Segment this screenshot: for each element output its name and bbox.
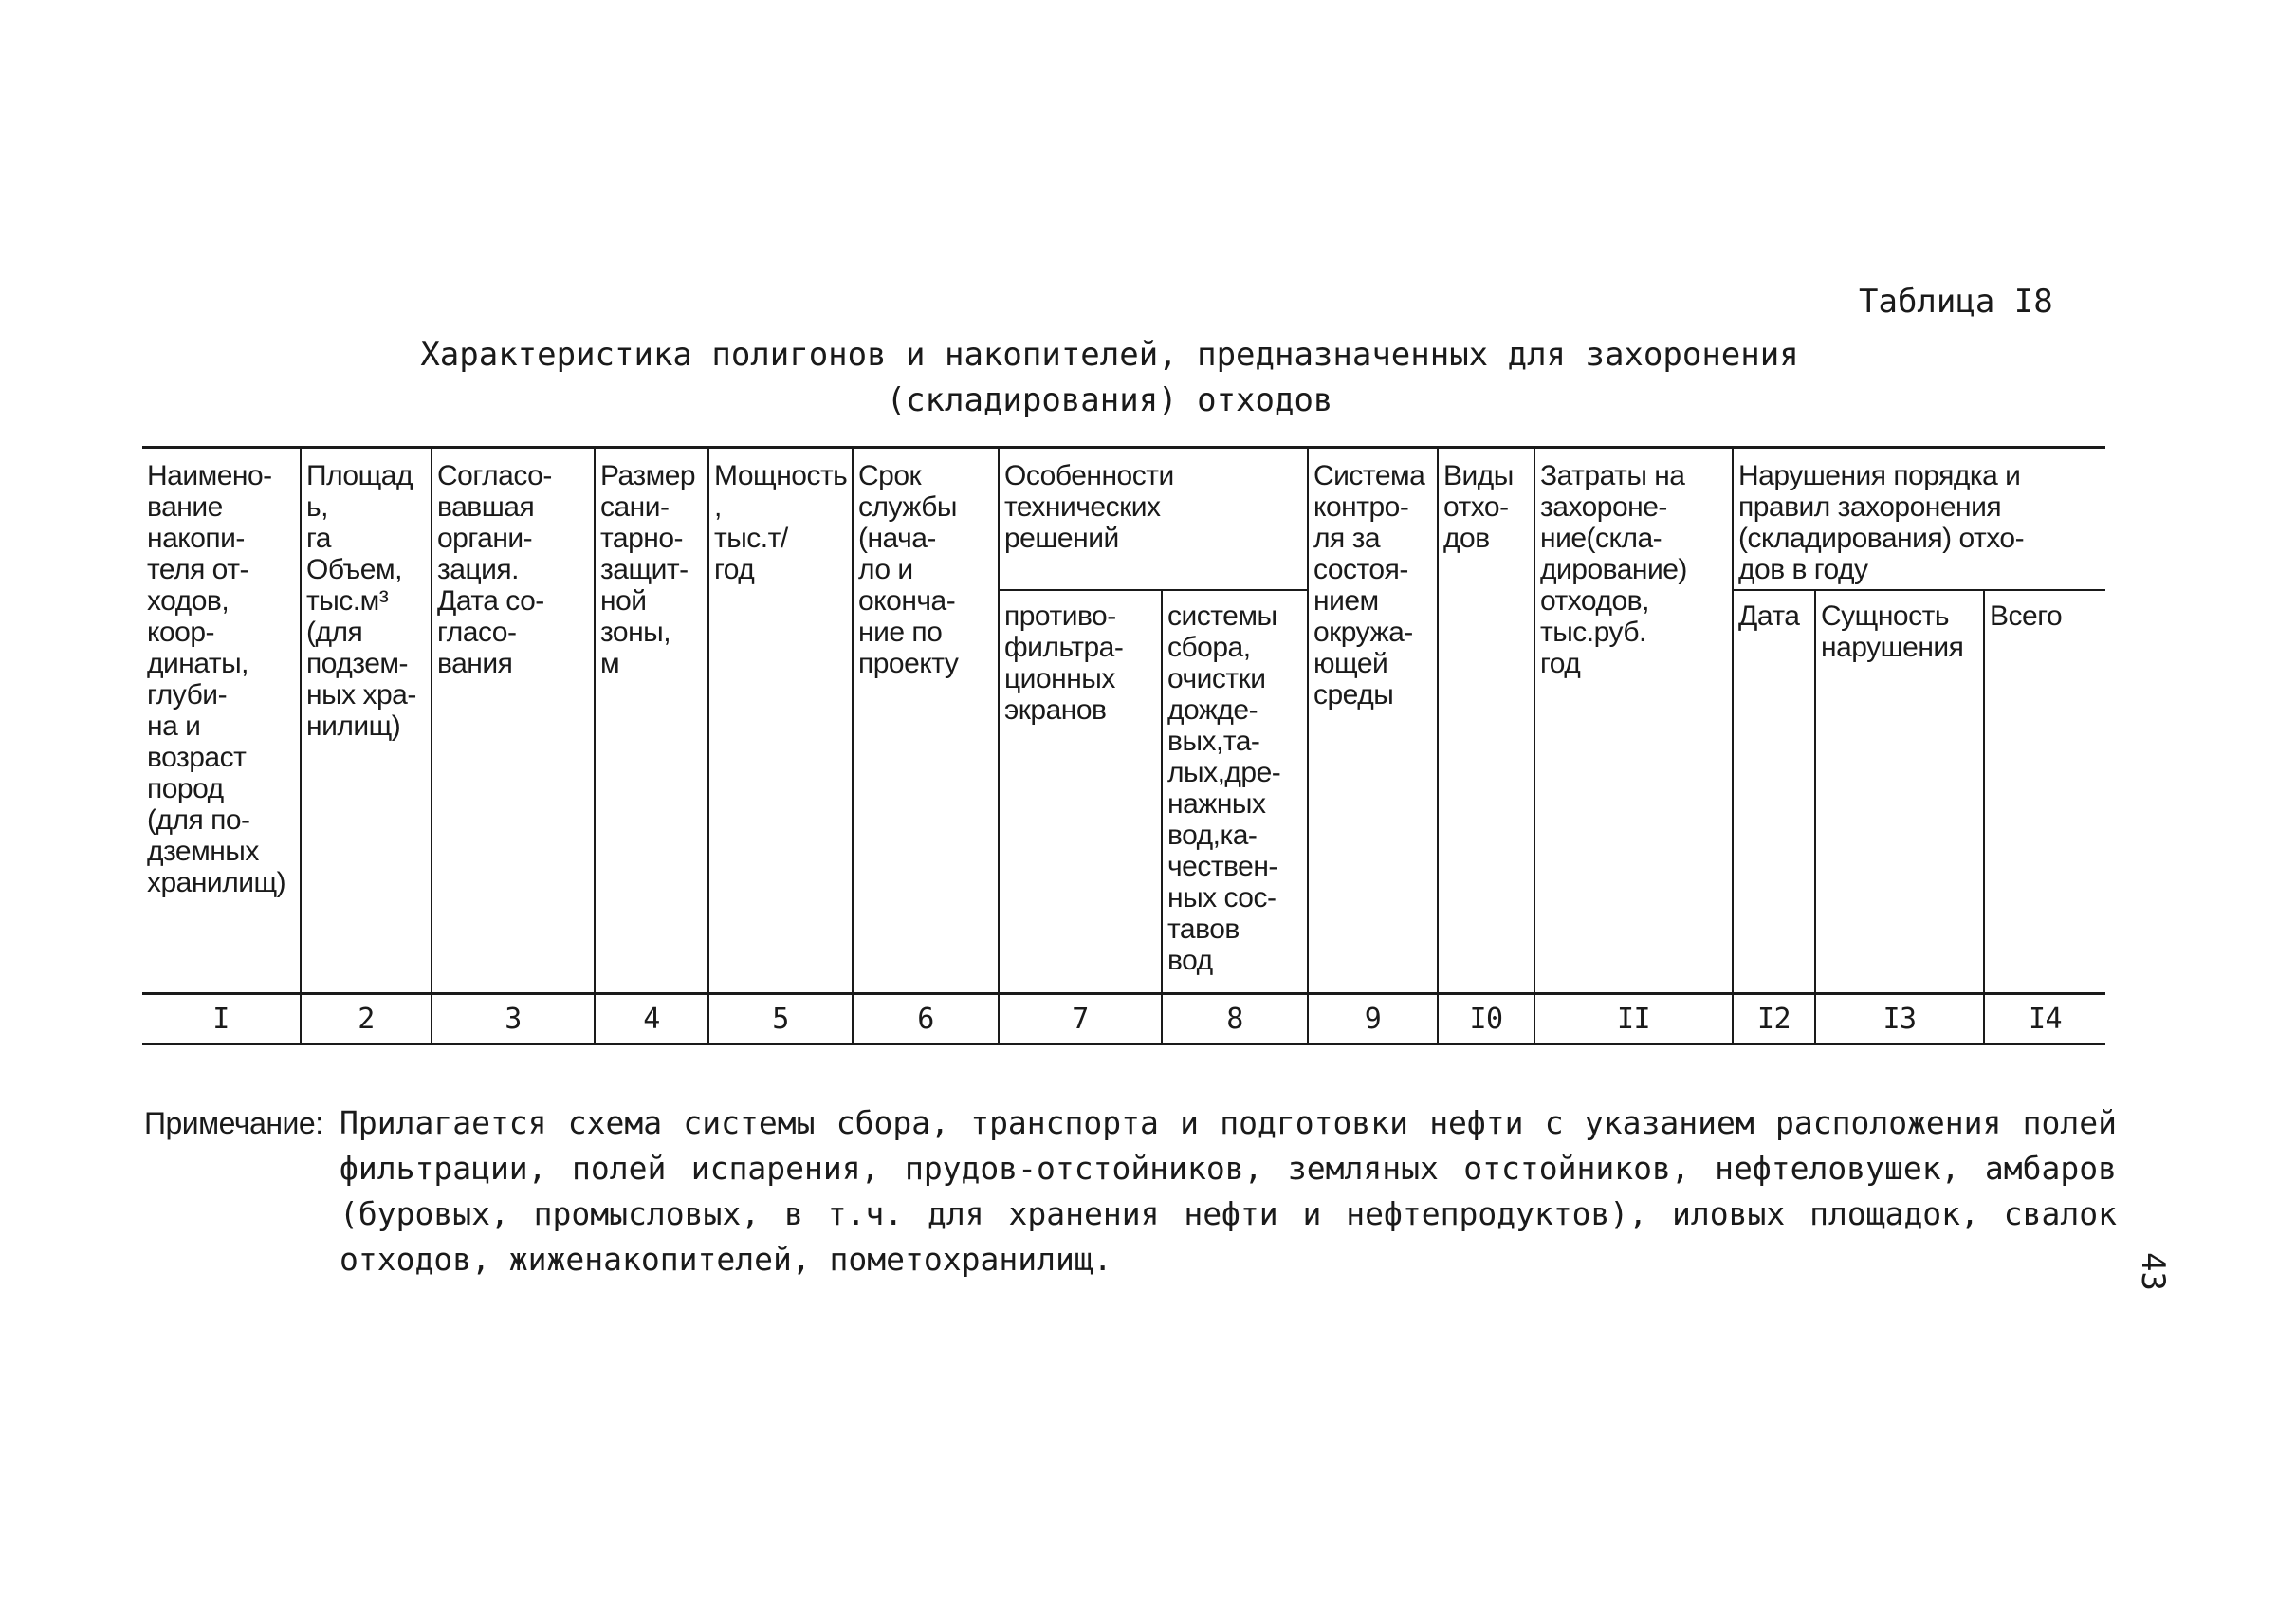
header-col-10: Виды отхо- дов bbox=[1438, 448, 1534, 994]
column-number: 8 bbox=[1162, 994, 1308, 1044]
header-col-11: Затраты на захороне- ние(скла- дирование) отходов, тыс.руб. год bbox=[1534, 448, 1733, 994]
note-block bbox=[144, 1100, 2183, 1283]
header-col-8: системы сбора, очистки дожде- вых,та- лых,дре- нажных вод,ка- чествен- ных сос- тавов вод bbox=[1162, 590, 1308, 994]
header-col-13: Сущность нарушения bbox=[1815, 590, 1984, 994]
page-number: 43 bbox=[2134, 1252, 2172, 1291]
header-col-3: Согласо- вавшая органи- зация. Дата со- гласо- вания bbox=[432, 448, 595, 994]
header-group-violations: Нарушения порядка и правил захоронения (складирования) отхо- дов в году bbox=[1733, 448, 2105, 591]
column-number: 3 bbox=[432, 994, 595, 1044]
header-col-5: Мощность, тыс.т/ год bbox=[708, 448, 853, 994]
header-col-2: Площадь, га Объем, тыс.м³ (для подзем- ных хра- нилищ) bbox=[301, 448, 432, 994]
table-title-line-1: Характеристика полигонов и накопителей, предназначенных для захоронения bbox=[420, 336, 1799, 374]
header-col-1: Наимено- вание накопи- теля от- ходов, коор- динаты, глуби- на и возраст пород (для по- дземных хранилищ) bbox=[142, 448, 301, 994]
column-number: 6 bbox=[853, 994, 999, 1044]
header-col-9: Система контро- ля за состоя- нием окружа- ющей среды bbox=[1308, 448, 1438, 994]
table-number-label: Таблица I8 bbox=[1859, 283, 2053, 321]
header-group-technical-solutions: Особенности технических решений bbox=[999, 448, 1308, 591]
column-number: I2 bbox=[1733, 994, 1815, 1044]
note-text: Прилагается схема системы сбора, транспорта и подготовки нефти с указанием расположения полей фильтрации, полей испарения, прудов-отстойников, земляных отстойников, нефтеловушек, амбаров (буровых, промысловых, в т.ч. для хранения нефти и нефтепродуктов), иловых площадок, свалок отходов, жиженакопителей, пометохранилищ. bbox=[340, 1104, 2117, 1278]
column-number: I3 bbox=[1815, 994, 1984, 1044]
column-number: I0 bbox=[1438, 994, 1534, 1044]
table-title-line-2: (складирования) отходов bbox=[886, 381, 1333, 419]
header-col-7: противо- фильтра- ционных экранов bbox=[999, 590, 1162, 994]
note-label: Примечание: bbox=[144, 1106, 323, 1140]
column-number: I bbox=[142, 994, 301, 1044]
waste-sites-table bbox=[142, 446, 2105, 1045]
header-col-14: Всего bbox=[1984, 590, 2105, 994]
column-number: 9 bbox=[1308, 994, 1438, 1044]
column-number: II bbox=[1534, 994, 1733, 1044]
column-number: 5 bbox=[708, 994, 853, 1044]
header-col-12: Дата bbox=[1733, 590, 1815, 994]
column-number: 4 bbox=[595, 994, 708, 1044]
header-col-4: Размер сани- тарно- защит- ной зоны, м bbox=[595, 448, 708, 994]
column-number: 7 bbox=[999, 994, 1162, 1044]
column-number: I4 bbox=[1984, 994, 2105, 1044]
column-number: 2 bbox=[301, 994, 432, 1044]
header-col-6: Срок службы (нача- ло и оконча- ние по проекту bbox=[853, 448, 999, 994]
